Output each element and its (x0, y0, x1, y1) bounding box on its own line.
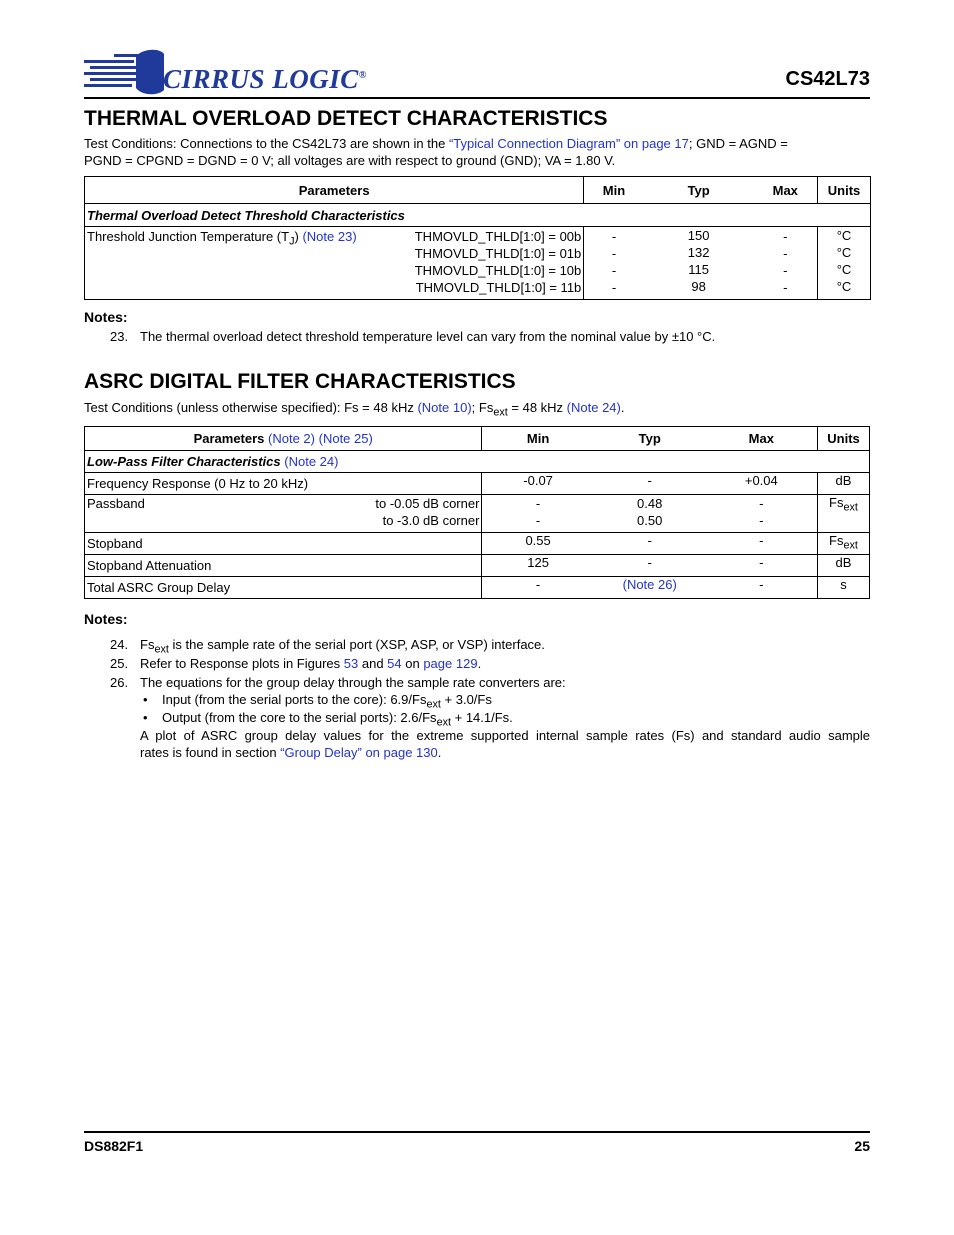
note-10-link[interactable]: (Note 10) (417, 400, 472, 415)
note-24-link[interactable]: (Note 24) (566, 400, 621, 415)
section-heading: Thermal Overload Detect Threshold Characteristics (85, 204, 871, 227)
threshold-temp-row (85, 227, 584, 300)
asrc-header-units: Units (818, 427, 870, 451)
passband-row: Passband to -0.05 dB corner to -3.0 dB corner - - 0.48 0.50 - - $Fs_{ext}$ (85, 495, 870, 533)
logo-text: CIRRUS LOGIC® (163, 64, 367, 94)
freq-response-row: Frequency Response (0 Hz to 20 kHz) -0.07 - +0.04 dB (85, 473, 870, 495)
footer-rule (84, 1131, 870, 1133)
header-min: Min (584, 177, 644, 204)
input-delay-bullet: • Input (from the serial ports to the core): $6.9/Fs_{ext} + 3.0/Fs$ (143, 692, 492, 711)
asrc-header-max: Max (706, 427, 818, 451)
header-parameters: Parameters (85, 177, 584, 204)
note-25: 25. Refer to Response plots in Figures 53 and 54 on page 129. (110, 656, 482, 671)
asrc-header-min: Min (482, 427, 594, 451)
lpf-section-heading: Low-Pass Filter Characteristics (Note 24) (85, 451, 870, 473)
thermal-notes-heading: Notes: (84, 309, 128, 325)
stopband-atten-row: Stopband Attenuation 125 - - dB (85, 555, 870, 577)
thermal-table (84, 176, 871, 300)
document-part-number: CS42L73 (785, 68, 870, 90)
asrc-notes-heading: Notes: (84, 611, 128, 627)
figure-54-link[interactable]: 54 (387, 656, 402, 671)
asrc-header-parameters: Parameters (Note 2) (Note 25) (85, 427, 482, 451)
group-delay-link[interactable]: “Group Delay” on page 130 (280, 745, 438, 760)
note-24-section-link[interactable]: (Note 24) (284, 454, 339, 469)
typical-connection-link[interactable]: “Typical Connection Diagram” on page 17 (448, 136, 689, 151)
note-25-link[interactable]: (Note 25) (318, 431, 373, 446)
header-typ: Typ (644, 177, 754, 204)
typ-values: 150 132 115 98 (644, 227, 754, 300)
asrc-header-typ: Typ (594, 427, 706, 451)
threshold-conditions: THMOVLD_THLD[1:0] = 00b THMOVLD_THLD[1:0] = 01b THMOVLD_THLD[1:0] = 10b THMOVLD_THLD[1:0] = 11b (414, 229, 582, 295)
group-delay-paragraph: A plot of ASRC group delay values for the extreme supported internal sample rates (Fs) and standard audio sample rates is found in section “Group Delay” on page 130. (140, 728, 870, 760)
page-number: 25 (854, 1138, 870, 1154)
asrc-table (84, 426, 870, 599)
thermal-section-title: THERMAL OVERLOAD DETECT CHARACTERISTICS (84, 107, 608, 130)
thermal-test-conditions: Test Conditions: Connections to the CS42L73 are shown in the “Typical Connection Diagram” on page 17; GND = AGND = PGND = CPGND = DGND = 0 V; all voltages are with respect to ground (GND); VA = 1.80 V. (84, 136, 788, 168)
header-rule (84, 97, 870, 99)
min-values: - - - - (584, 227, 644, 300)
note-24: 24. $Fs_{ext}$ is the sample rate of the serial port (XSP, ASP, or VSP) interface. (110, 637, 545, 656)
note-26: 26. The equations for the group delay through the sample rate converters are: (110, 675, 566, 690)
row-label: Threshold Junction Temperature $(T_J)$ (Note 23) (87, 229, 357, 248)
stopband-row: Stopband 0.55 - - $Fs_{ext}$ (85, 533, 870, 555)
unit-values: °C °C °C °C (818, 227, 871, 300)
document-id: DS882F1 (84, 1138, 144, 1154)
header-max: Max (754, 177, 818, 204)
note-2-link[interactable]: (Note 2) (268, 431, 315, 446)
note-23: 23. The thermal overload detect threshold temperature level can vary from the nominal value by ±10 °C. (110, 329, 716, 344)
output-delay-bullet: • Output (from the core to the serial ports): $2.6/Fs_{ext} + 14.1/Fs$. (143, 710, 513, 729)
note-26-link[interactable]: (Note 26) (594, 577, 706, 599)
asrc-section-title: ASRC DIGITAL FILTER CHARACTERISTICS (84, 370, 516, 393)
group-delay-row: Total ASRC Group Delay - (Note 26) - s (85, 577, 870, 599)
max-values: - - - - (754, 227, 818, 300)
header-units: Units (818, 177, 871, 204)
asrc-test-conditions: Test Conditions (unless otherwise specified): Fs = 48 kHz (Note 10); $Fs_{ext} = 48$ kHz (Note 24). (84, 400, 625, 419)
note-23-link[interactable]: (Note 23) (302, 229, 357, 244)
figure-53-link[interactable]: 53 (343, 656, 359, 671)
page-129-link[interactable]: page 129 (423, 656, 478, 671)
